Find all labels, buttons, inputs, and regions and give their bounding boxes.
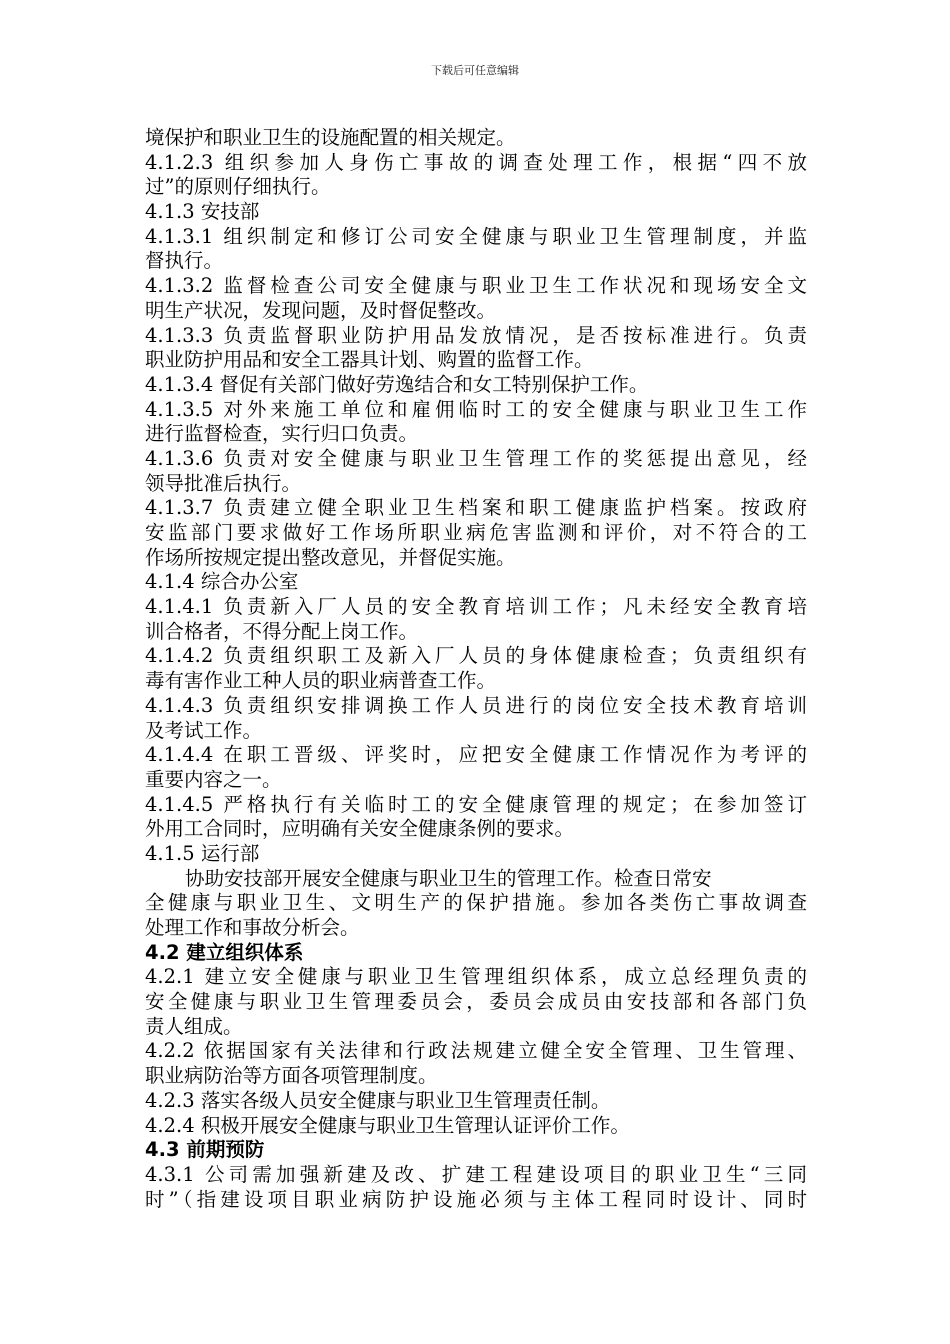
text-line: 过”的原则仔细执行。 [145,175,331,199]
text-line: 领导批准后执行。 [145,471,302,495]
text-line: 外用工合同时，应明确有关安全健康条例的要求。 [145,817,575,841]
text-line: 4.3.1 公司需加强新建及改、扩建工程建设项目的职业卫生“三同 [145,1162,807,1186]
text-line: 4.1.4.2 负责组织职工及新入厂人员的身体健康检查；负责组织有 [145,644,807,668]
text-line: 4.2.1 建立安全健康与职业卫生管理组织体系，成立总经理负责的 [145,965,807,989]
text-line: 处理工作和事故分析会。 [145,916,360,939]
text-line: 4.1.3.7 负责建立健全职业卫生档案和职工健康监护档案。按政府 [145,496,807,520]
text-line: 训合格者，不得分配上岗工作。 [145,619,419,643]
text-line: 安全健康与职业卫生管理委员会，委员会成员由安技部和各部门负 [145,990,807,1014]
text-line: 责人组成。 [145,1014,243,1038]
text-line: 重要内容之一。 [145,767,282,791]
text-line: 4.1.3 安技部 [145,200,260,224]
text-line: 4.1.4.3 负责组织安排调换工作人员进行的岗位安全技术教育培训 [145,693,807,717]
text-line: 作场所按规定提出整改意见，并督促实施。 [145,545,516,569]
text-line: 进行监督检查，实行归口负责。 [145,422,419,446]
text-line: 职业病防治等方面各项管理制度。 [145,1064,438,1088]
text-line: 毒有害作业工种人员的职业病普查工作。 [145,669,497,693]
text-line: 时”（指建设项目职业病防护设施必须与主体工程同时设计、同时 [145,1187,807,1211]
text-line: 4.1.4 综合办公室 [145,570,299,594]
section-heading: 4.3 前期预防 [145,1138,265,1162]
text-line: 4.1.3.4 督促有关部门做好劳逸结合和女工特别保护工作。 [145,372,649,396]
document-body [145,126,807,1212]
text-line: 境保护和职业卫生的设施配置的相关规定。 [145,126,516,149]
text-line: 职业防护用品和安全工器具计划、购置的监督工作。 [145,348,594,372]
text-line: 4.1.3.5 对外来施工单位和雇佣临时工的安全健康与职业卫生工作 [145,397,807,421]
text-line: 4.2.3 落实各级人员安全健康与职业卫生管理责任制。 [145,1088,611,1112]
text-line: 全健康与职业卫生、文明生产的保护措施。参加各类伤亡事故调查 [145,891,807,915]
text-line: 及考试工作。 [145,718,263,742]
text-line: 4.1.3.2 监督检查公司安全健康与职业卫生工作状况和现场安全文 [145,274,807,298]
text-line: 4.1.4.1 负责新入厂人员的安全教育培训工作；凡未经安全教育培 [145,595,807,619]
text-line: 4.1.4.5 严格执行有关临时工的安全健康管理的规定；在参加签订 [145,792,807,816]
text-line: 4.1.3.6 负责对安全健康与职业卫生管理工作的奖惩提出意见，经 [145,446,807,470]
text-line: 协助安技部开展安全健康与职业卫生的管理工作。检查日常安 [185,866,712,890]
text-line: 4.1.5 运行部 [145,841,260,865]
text-line: 4.1.2.3 组织参加人身伤亡事故的调查处理工作，根据“四不放 [145,150,807,174]
text-line: 督执行。 [145,249,224,273]
page-header: 下载后可任意编辑 [431,64,519,77]
text-line: 4.1.3.1 组织制定和修订公司安全健康与职业卫生管理制度，并监 [145,224,807,248]
text-line: 明生产状况，发现问题，及时督促整改。 [145,298,497,322]
text-line: 4.1.3.3 负责监督职业防护用品发放情况，是否按标准进行。负责 [145,323,807,347]
section-heading: 4.2 建立组织体系 [145,940,304,964]
text-line: 安监部门要求做好工作场所职业病危害监测和评价，对不符合的工 [145,521,807,544]
text-line: 4.1.4.4 在职工晋级、评奖时，应把安全健康工作情况作为考评的 [145,743,807,767]
text-line: 4.2.4 积极开展安全健康与职业卫生管理认证评价工作。 [145,1113,630,1137]
text-line: 4.2.2 依据国家有关法律和行政法规建立健全安全管理、卫生管理、 [145,1039,807,1063]
